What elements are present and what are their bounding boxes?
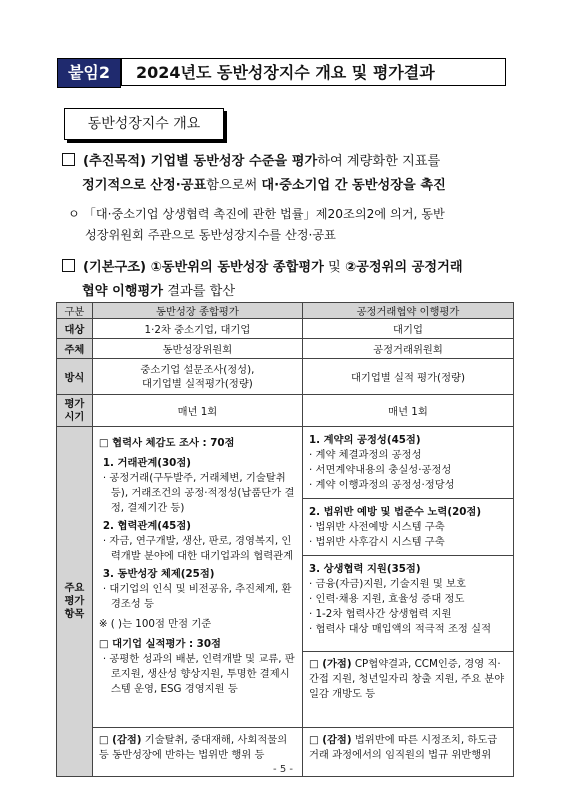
page-title: 2024년도 동반성장지수 개요 및 평가결과 <box>121 58 506 86</box>
table-cell: 공정거래위원회 <box>302 339 513 359</box>
structure-rest: 결과를 합산 <box>163 284 236 299</box>
list-item-text: 계약 이행과정의 공정성·정당성 <box>315 479 455 491</box>
list-item: · 법위반 사전예방 시스템 구축 <box>308 521 445 533</box>
legal-basis <box>68 204 528 246</box>
structure-paragraph <box>62 256 522 304</box>
list-item-text: 금융(자금)지원, 기술지원 및 보호 <box>315 578 466 590</box>
performance-list <box>99 652 296 697</box>
list-item-text: 법위반 사전예방 시스템 구축 <box>315 521 445 533</box>
table-cell: 대기업별 실적 평가(정량) <box>302 359 513 395</box>
list-item: · 1-2차 협력사간 상생협력 지원 <box>308 608 452 620</box>
group1-list <box>99 471 296 516</box>
method-line2: 대기업별 실적평가(정량) <box>142 377 253 390</box>
bonus-head: □ (가점) <box>308 658 352 670</box>
section2-list <box>309 520 507 550</box>
items-label-3: 항목 <box>64 608 85 620</box>
cooperation-support-cell <box>302 556 513 728</box>
performance-heading: □ 대기업 실적평가 : 30점 <box>98 638 221 650</box>
group2-list <box>99 534 296 564</box>
purpose-mid: 함으로써 <box>206 178 262 193</box>
table-cell: 매년 1회 <box>302 395 513 427</box>
list-item-text: 자금, 연구개발, 생산, 판로, 경영복지, 인력개발 분야에 대한 대기업과의 협력관계 <box>109 535 294 562</box>
table-row <box>57 339 514 359</box>
list-item: · 공평한 성과의 배분, 인력개발 및 교류, 판로지원, 생산성 향상지원, 투명한 결제시스템 운영, ESG 경영지원 등 <box>102 653 295 695</box>
table-cell: 1·2차 중소기업, 대기업 <box>92 319 302 339</box>
row-label-period <box>57 395 93 427</box>
col-header-category: 구분 <box>57 303 93 319</box>
legal-basis-line2: 성장위원회 주관으로 동반성장지수를 산정·공표 <box>85 228 336 242</box>
index-structure-table <box>56 302 514 777</box>
left-deduction-head: □ (감점) <box>98 734 142 746</box>
items-label-1: 주요 <box>64 582 85 594</box>
row-label-items <box>57 427 93 777</box>
legal-basis-line1: ㅇ 「대·중소기업 상생협력 촉진에 관한 법률」제20조의2에 의거, 동반 <box>68 207 445 221</box>
section1-title: 1. 계약의 공정성(45점) <box>308 434 421 446</box>
group3-list <box>99 582 296 612</box>
list-item-text: 계약 체결과정의 공정성 <box>315 449 422 461</box>
period-label-2: 시기 <box>64 410 85 423</box>
items-label-2: 평가 <box>64 595 85 607</box>
list-item: · 인력·채용 지원, 효율성 증대 정도 <box>308 593 465 605</box>
list-item: · 법위반 사후감시 시스템 구축 <box>308 536 445 548</box>
section3-title: 3. 상생협력 지원(35점) <box>308 563 421 575</box>
table-cell: 매년 1회 <box>92 395 302 427</box>
appendix-tag: 붙임2 <box>57 58 121 88</box>
list-item-text: 인력·채용 지원, 효율성 증대 정도 <box>315 593 465 605</box>
law-compliance-cell <box>302 499 513 556</box>
list-item: · 공정거래(구두발주, 거래체변, 기술탈취 등), 거래조건의 공정·적정성(납품단가 결정, 결제기간 등) <box>102 472 295 514</box>
bonus-cell <box>303 651 513 710</box>
right-deduction-text: 법위반에 따른 시정조치, 하도급 거래 과정에서의 임직원의 법규 위반행위 <box>308 734 498 761</box>
group2-title: 2. 협력관계(45점) <box>102 520 191 532</box>
table-row-items <box>57 427 514 499</box>
row-label-subject: 주체 <box>57 339 93 359</box>
purpose-lead: (추진목적) 기업별 동반성장 수준을 평가 <box>83 154 318 169</box>
list-item-text: 서면계약내용의 충실성·공정성 <box>315 464 452 476</box>
list-item-text: 대기업의 인식 및 비전공유, 추진체계, 환경조성 등 <box>109 583 292 610</box>
list-item: · 계약 이행과정의 공정성·정당성 <box>308 479 455 491</box>
group1-title: 1. 거래관계(30점) <box>102 457 191 469</box>
list-item: · 협력사 대상 매입액의 적극적 조정 실적 <box>308 623 492 635</box>
section2-title: 2. 법위반 예방 및 법준수 노력(20점) <box>308 506 482 518</box>
survey-heading: □ 협력사 체감도 조사 : 70점 <box>98 437 235 449</box>
section-title: 동반성장지수 개요 <box>64 108 224 140</box>
structure-bold-3: 협약 이행평가 <box>82 284 164 299</box>
purpose-bold-1: 정기적으로 산정·공표 <box>82 178 207 193</box>
square-bullet-icon <box>62 259 75 272</box>
purpose-text: 하여 계량화한 지표를 <box>317 154 441 169</box>
list-item-text: 1-2차 협력사간 상생협력 지원 <box>315 608 452 620</box>
method-line1: 중소기업 설문조사(정성), <box>140 363 255 376</box>
table-header-row <box>57 303 514 319</box>
structure-bold-2: ②공정위의 공정거래 <box>344 260 463 275</box>
list-item: · 금융(자금)지원, 기술지원 및 보호 <box>308 578 466 590</box>
list-item: · 대기업의 인식 및 비전공유, 추진체계, 환경조성 등 <box>102 583 292 610</box>
table-row <box>57 359 514 395</box>
list-item: · 서면계약내용의 충실성·공정성 <box>308 464 452 476</box>
table-row <box>57 319 514 339</box>
col-header-fair-trade: 공정거래협약 이행평가 <box>302 303 513 319</box>
comprehensive-items-cell <box>92 427 302 728</box>
purpose-bold-2: 대·중소기업 간 동반성장을 촉진 <box>261 178 446 193</box>
bonus-text: CP협약결과, CCM인증, 경영 직·간접 지원, 청년일자리 창출 지원, 주요 분야 일감 개방도 등 <box>308 658 505 700</box>
section3-list <box>309 577 507 637</box>
group3-title: 3. 동반성장 체제(25점) <box>102 568 215 580</box>
page-number: - 5 - <box>273 764 293 775</box>
list-item-text: 협력사 대상 매입액의 적극적 조정 실적 <box>315 623 492 635</box>
row-label-target: 대상 <box>57 319 93 339</box>
structure-lead: (기본구조) ①동반위의 동반성장 종합평가 <box>83 260 324 275</box>
col-header-comprehensive: 동반성장 종합평가 <box>92 303 302 319</box>
list-item-text: 공정거래(구두발주, 거래체변, 기술탈취 등), 거래조건의 공정·적정성(납품단가 결정, 결제기간 등) <box>109 472 295 514</box>
list-item-text: 공평한 성과의 배분, 인력개발 및 교류, 판로지원, 생산성 향상지원, 투명한 결제시스템 운영, ESG 경영지원 등 <box>109 653 295 695</box>
fair-contract-cell <box>302 427 513 499</box>
square-bullet-icon <box>62 153 75 166</box>
table-cell: 동반성장위원회 <box>92 339 302 359</box>
left-deduction-text: 기술탈취, 중대재해, 사회적물의 등 동반성장에 반하는 법위반 행위 등 <box>98 734 288 761</box>
table-cell: 대기업 <box>302 319 513 339</box>
score-note: ※ ( )는 100점 만점 기준 <box>98 618 212 630</box>
structure-mid: 및 <box>323 260 345 275</box>
list-item: · 계약 체결과정의 공정성 <box>308 449 422 461</box>
row-label-method: 방식 <box>57 359 93 395</box>
period-label-1: 평가 <box>64 397 85 410</box>
right-deduction-head: □ (감점) <box>308 734 352 746</box>
table-cell <box>92 359 302 395</box>
list-item: · 자금, 연구개발, 생산, 판로, 경영복지, 인력개발 분야에 대한 대기업과의 협력관계 <box>102 535 294 562</box>
purpose-paragraph <box>62 150 522 198</box>
list-item-text: 법위반 사후감시 시스템 구축 <box>315 536 445 548</box>
table-row <box>57 395 514 427</box>
section1-list <box>309 448 507 493</box>
